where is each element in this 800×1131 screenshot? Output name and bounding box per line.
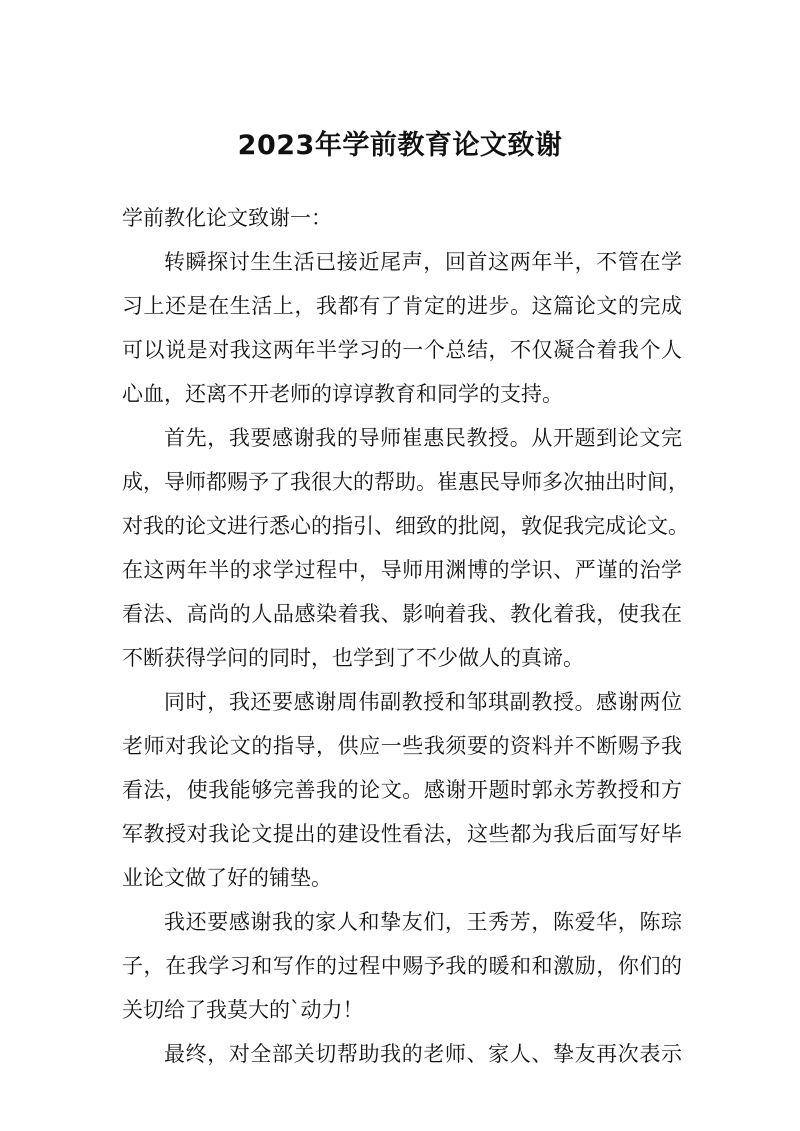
text-line: 习上还是在生活上，我都有了肯定的进步。这篇论文的完成 <box>122 294 682 318</box>
document-title: 2023年学前教育论文致谢 <box>237 130 563 161</box>
text-line: 心血，还离不开老师的谆谆教育和同学的支持。 <box>122 382 563 406</box>
text-line: 不断获得学问的同时，也学到了不少做人的真谛。 <box>122 646 584 670</box>
paragraph-2 <box>122 416 689 680</box>
text-line: 子，在我学习和写作的过程中赐予我的暖和和激励，你们的 <box>122 954 682 978</box>
text-line: 同时，我还要感谢周伟副教授和邹琪副教授。感谢两位 <box>164 690 682 714</box>
text-line: 最终，对全部关切帮助我的老师、家人、挚友再次表示 <box>164 1042 682 1066</box>
text-line: 成，导师都赐予了我很大的帮助。崔惠民导师多次抽出时间， <box>122 470 689 494</box>
text-line: 转瞬探讨生生活已接近尾声，回首这两年半，不管在学 <box>164 250 682 274</box>
paragraph-3 <box>122 680 682 900</box>
text-line: 老师对我论文的指导，供应一些我须要的资料并不断赐予我 <box>122 734 682 758</box>
subheading: 学前教化论文致谢一： <box>122 206 332 230</box>
text-line: 我还要感谢我的家人和挚友们，王秀芳，陈爱华，陈琮 <box>164 910 682 934</box>
text-line: 对我的论文进行悉心的指引、细致的批阅，敦促我完成论文。 <box>122 514 689 538</box>
text-line: 业论文做了好的铺垫。 <box>122 866 332 890</box>
paragraph-1 <box>122 240 682 416</box>
text-line: 在这两年半的求学过程中，导师用渊博的学识、严谨的治学 <box>122 558 682 582</box>
text-line: 可以说是对我这两年半学习的一个总结，不仅凝合着我个人 <box>122 338 682 362</box>
document-body <box>122 196 689 1076</box>
paragraph-4 <box>122 900 682 1032</box>
text-line: 关切给了我莫大的`动力！ <box>122 998 364 1022</box>
text-line: 首先，我要感谢我的导师崔惠民教授。从开题到论文完 <box>164 426 682 450</box>
text-line: 看法，使我能够完善我的论文。感谢开题时郭永芳教授和方 <box>122 778 682 802</box>
text-line: 军教授对我论文提出的建设性看法，这些都为我后面写好毕 <box>122 822 682 846</box>
paragraph-5 <box>122 1032 682 1076</box>
text-line: 看法、高尚的人品感染着我、影响着我、教化着我，使我在 <box>122 602 682 626</box>
